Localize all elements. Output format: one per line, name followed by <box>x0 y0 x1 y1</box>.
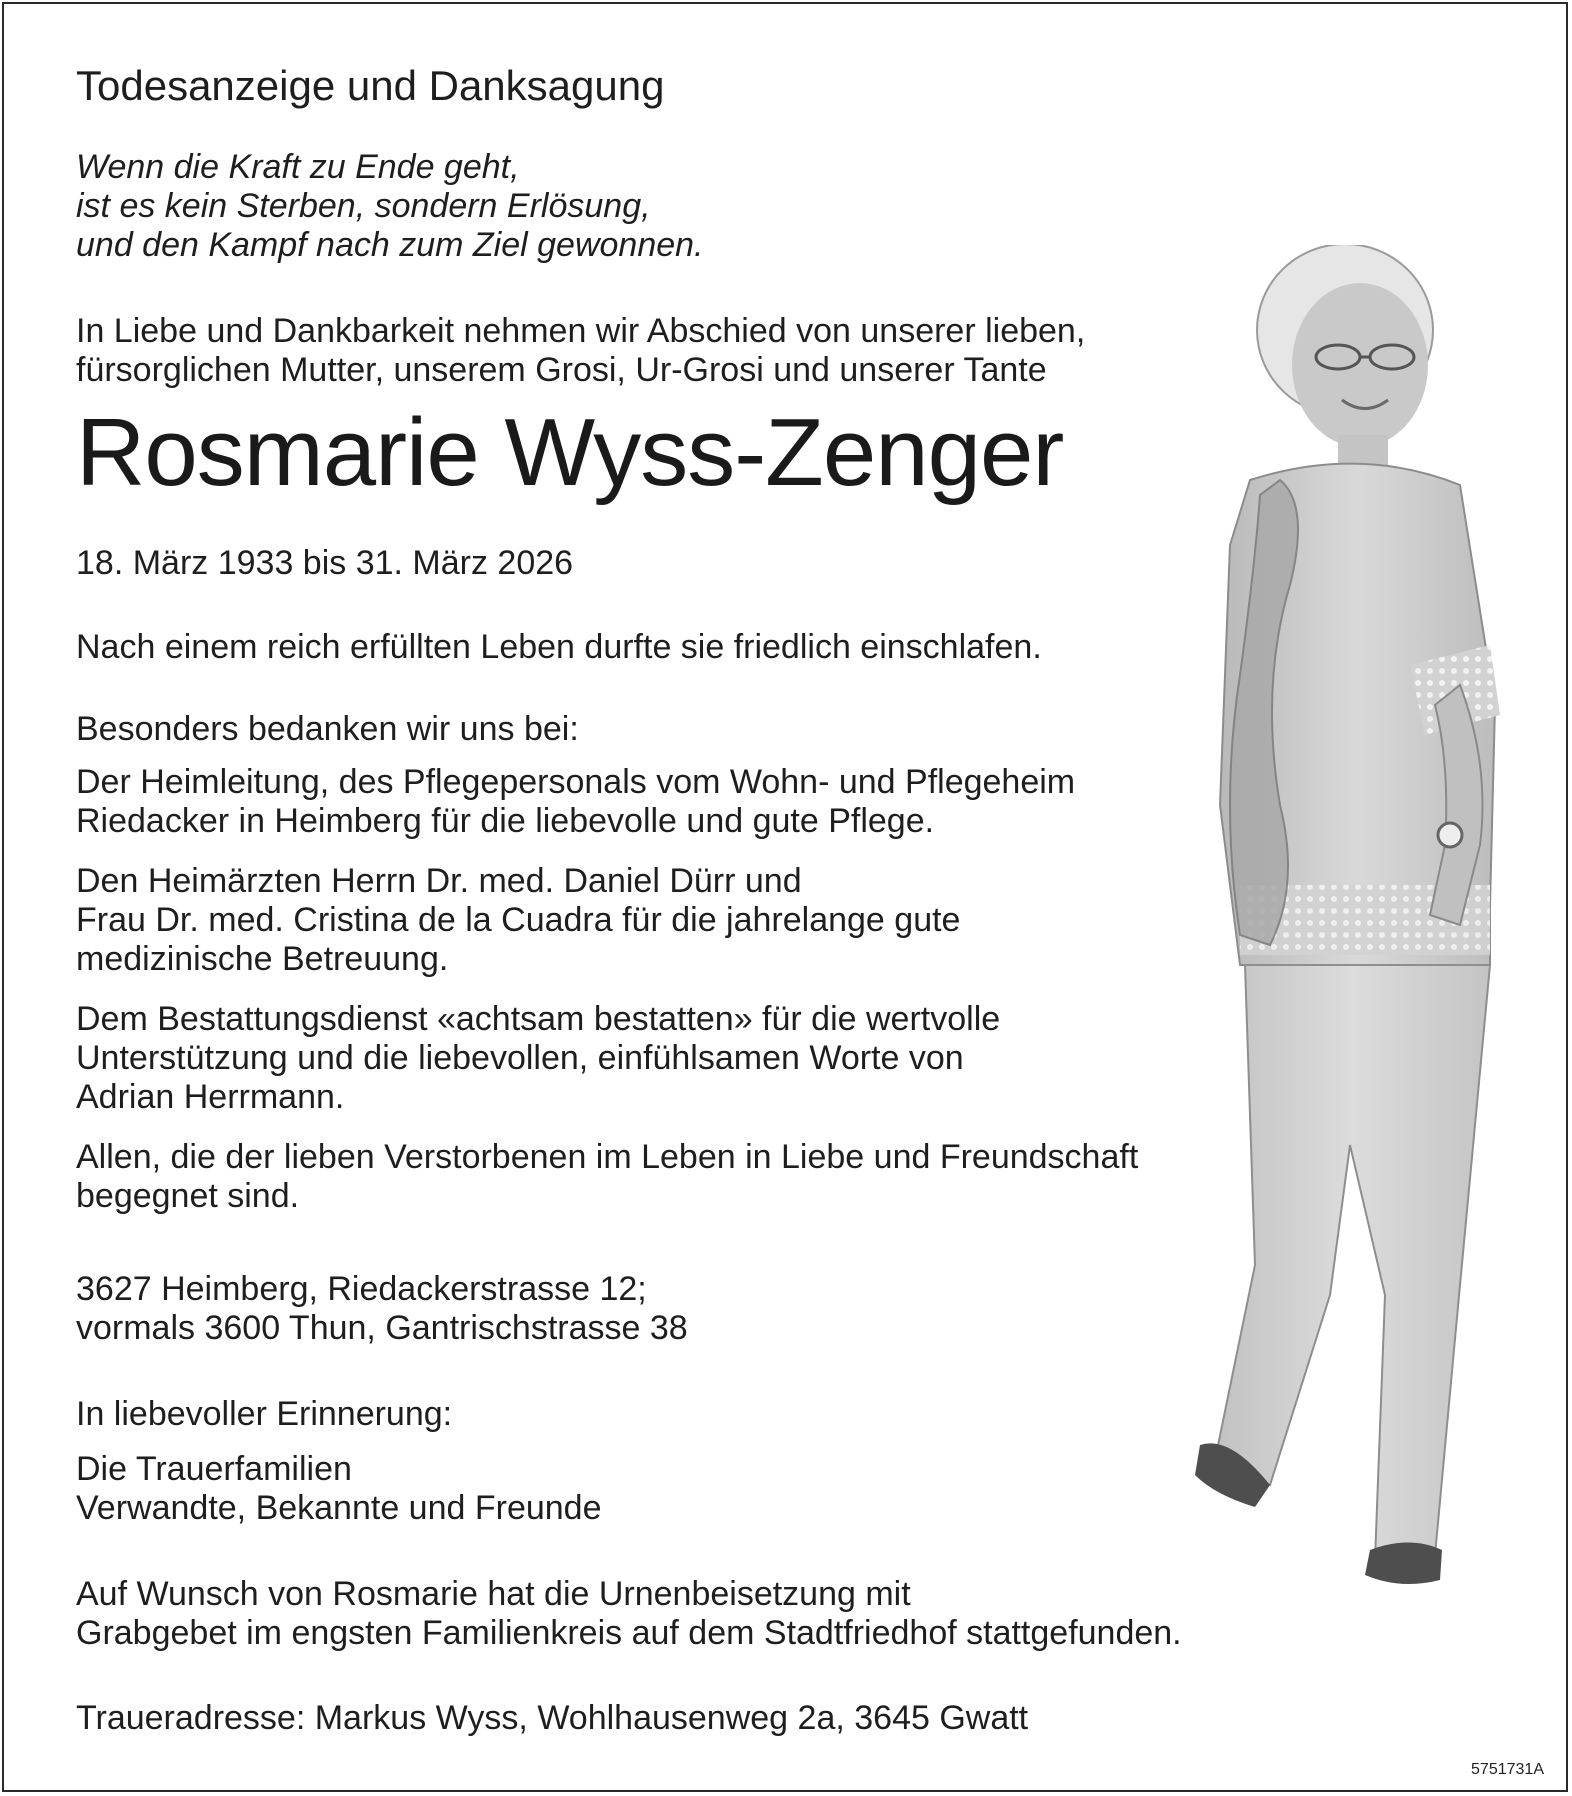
thanks-intro: Besonders bedanken wir uns bei: <box>76 710 579 748</box>
intro-line: fürsorglichen Mutter, unserem Grosi, Ur-Grosi und unserer Tante <box>76 351 1047 389</box>
thanks-line: Allen, die der lieben Verstorbenen im Leben in Liebe und Freundschaft <box>76 1138 1139 1176</box>
portrait-photo <box>1160 245 1520 1695</box>
thanks-line: Frau Dr. med. Cristina de la Cuadra für die jahrelange gute <box>76 901 961 939</box>
thanks-line: Den Heimärzten Herrn Dr. med. Daniel Dürr und <box>76 862 802 900</box>
thanks-line: Der Heimleitung, des Pflegepersonals vom Wohn- und Pflegeheim <box>76 763 1076 801</box>
mourner-line: Die Trauerfamilien <box>76 1450 352 1488</box>
poem-line: und den Kampf nach zum Ziel gewonnen. <box>76 226 704 264</box>
burial-line: Auf Wunsch von Rosmarie hat die Urnenbeisetzung mit <box>76 1575 911 1613</box>
poem-line: Wenn die Kraft zu Ende geht, <box>76 148 520 186</box>
address-line: 3627 Heimberg, Riedackerstrasse 12; <box>76 1270 647 1308</box>
thanks-line: Dem Bestattungsdienst «achtsam bestatten» für die wertvolle <box>76 1000 1001 1038</box>
statement: Nach einem reich erfüllten Leben durfte sie friedlich einschlafen. <box>76 628 1042 666</box>
burial-line: Grabgebet im engsten Familienkreis auf dem Stadtfriedhof stattgefunden. <box>76 1614 1182 1652</box>
mourner-line: Verwandte, Bekannte und Freunde <box>76 1489 602 1527</box>
deceased-name: Rosmarie Wyss-Zenger <box>76 399 1064 506</box>
thanks-line: Unterstützung und die liebevollen, einfühlsamen Worte von <box>76 1039 964 1077</box>
poem-line: ist es kein Sterben, sondern Erlösung, <box>76 187 651 225</box>
notice-heading: Todesanzeige und Danksagung <box>76 62 665 109</box>
life-dates: 18. März 1933 bis 31. März 2026 <box>76 544 574 582</box>
thanks-line: medizinische Betreuung. <box>76 940 449 978</box>
thanks-line: begegnet sind. <box>76 1177 300 1215</box>
thanks-line: Riedacker in Heimberg für die liebevolle und gute Pflege. <box>76 802 935 840</box>
reference-number: 5751731A <box>1471 1761 1544 1778</box>
address-line: vormals 3600 Thun, Gantrischstrasse 38 <box>76 1309 688 1347</box>
memory-intro: In liebevoller Erinnerung: <box>76 1395 453 1433</box>
intro-line: In Liebe und Dankbarkeit nehmen wir Abschied von unserer lieben, <box>76 312 1086 350</box>
thanks-line: Adrian Herrmann. <box>76 1078 345 1116</box>
mourning-address: Traueradresse: Markus Wyss, Wohlhausenweg 2a, 3645 Gwatt <box>76 1699 1029 1737</box>
